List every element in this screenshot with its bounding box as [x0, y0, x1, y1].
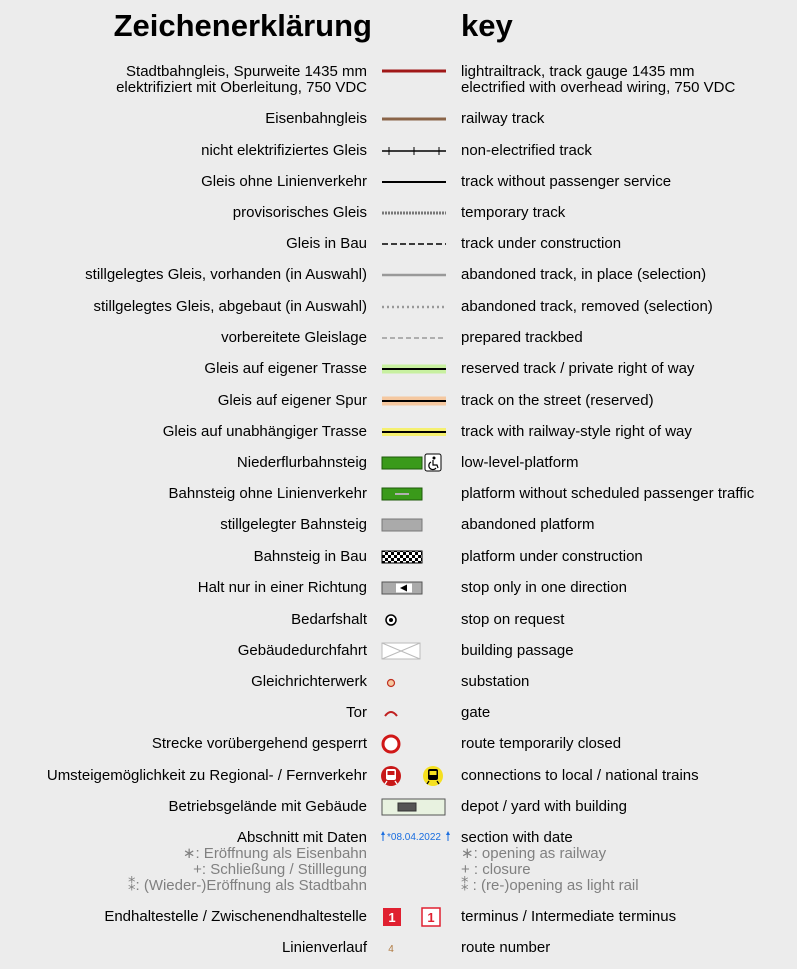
label-en-substation: substation [461, 673, 530, 690]
label-en-platform-no-service: platform without scheduled passenger traffic [461, 485, 755, 502]
lightrail-track-symbol [376, 60, 452, 100]
label-en-prepared: prepared trackbed [461, 329, 583, 346]
label-de-abandoned-platform: stillgelegter Bahnsteig [220, 516, 367, 533]
label-de-route-closed: Strecke vorübergehend gesperrt [151, 735, 367, 752]
label-en-low-platform: low-level-platform [461, 454, 579, 471]
label-en-no-service: track without passenger service [461, 173, 672, 190]
label-en-route: route number [461, 939, 551, 956]
label-de-railway: Eisenbahngleis [265, 110, 367, 127]
arrow-up-icon [381, 831, 385, 841]
label-de-abandoned-removed: stillgelegtes Gleis, abgebaut (in Auswahl) [93, 298, 367, 315]
label-en-railway: railway track [461, 110, 545, 127]
label-en-building-passage: building passage [461, 642, 574, 659]
intermediate-terminus-number: 1 [427, 910, 435, 925]
label-de-street-reserved: Gleis auf eigener Spur [217, 392, 367, 409]
label-en-depot: depot / yard with building [461, 798, 627, 815]
label-en-platform-construction: platform under construction [461, 548, 643, 565]
title-german: Zeichenerklärung [113, 8, 372, 43]
label-de-temporary: provisorisches Gleis [232, 204, 367, 221]
label-de-one-direction: Halt nur in einer Richtung [197, 579, 367, 596]
section-date-symbol [372, 817, 452, 857]
label-en-street-reserved: track on the street (reserved) [461, 392, 654, 409]
label-de-depot: Betriebsgelände mit Gebäude [168, 798, 367, 815]
regional-train-icon [381, 766, 401, 786]
label-en-gate: gate [461, 704, 491, 721]
label-de-platform-construction: Bahnsteig in Bau [253, 548, 367, 565]
label-en-route-closed: route temporarily closed [461, 735, 622, 752]
label-de-abandoned-in-place: stillgelegtes Gleis, vorhanden (in Auswahl) [85, 266, 367, 283]
label-de-construction: Gleis in Bau [286, 235, 367, 252]
arrow-up-icon [446, 831, 450, 841]
label-en-railway-style: track with railway-style right of way [461, 423, 692, 440]
label-en-non-electrified: non-electrified track [461, 142, 592, 159]
route-number-symbol [376, 928, 452, 968]
label-de-gate: Tor [346, 704, 367, 721]
label-de-section: Abschnitt mit Daten ∗: Eröffnung als Eisenbahn +: Schließung / Stilllegung ⁑: (Wieder-)Eröffnung als Stadtbahn [127, 829, 367, 894]
label-de-route: Linienverlauf [281, 939, 367, 956]
label-de-request-stop: Bedarfshalt [291, 611, 367, 628]
label-de-connections: Umsteigemöglichkeit zu Regional- / Fernverkehr [46, 767, 367, 784]
label-de-prepared: vorbereitete Gleislage [221, 329, 367, 346]
section-date-label: *08.04.2022 [387, 832, 441, 843]
route-number: 4 [388, 944, 394, 955]
title-english: key [461, 8, 513, 43]
label-de-substation: Gleichrichterwerk [251, 673, 367, 690]
label-de-non-electrified: nicht elektrifiziertes Gleis [201, 142, 367, 159]
label-de-reserved: Gleis auf eigener Trasse [204, 360, 367, 377]
label-en-reserved: reserved track / private right of way [461, 360, 695, 377]
label-de-terminus: Endhaltestelle / Zwischenendhaltestelle [104, 908, 367, 925]
label-en-construction: track under construction [461, 235, 622, 252]
label-de-building-passage: Gebäudedurchfahrt [237, 642, 367, 659]
label-de-no-service: Gleis ohne Linienverkehr [201, 173, 367, 190]
national-train-icon [423, 766, 443, 786]
label-en-terminus: terminus / Intermediate terminus [461, 908, 677, 925]
label-en-request-stop: stop on request [461, 611, 565, 628]
label-de-railway-style: Gleis auf unabhängiger Trasse [162, 423, 367, 440]
label-de-platform-no-service: Bahnsteig ohne Linienverkehr [168, 485, 367, 502]
label-en-section: section with date ∗: opening as railway + : closure ⁑ : (re-)opening as light rail [461, 829, 639, 894]
terminus-number: 1 [388, 910, 396, 925]
label-en-temporary: temporary track [461, 204, 566, 221]
label-de-low-platform: Niederflurbahnsteig [236, 454, 367, 471]
label-en-abandoned-in-place: abandoned track, in place (selection) [461, 266, 707, 283]
label-en-lightrail: lightrailtrack, track gauge 1435 mm electrified with overhead wiring, 750 VDC [461, 63, 736, 96]
label-en-abandoned-platform: abandoned platform [461, 516, 595, 533]
label-en-connections: connections to local / national trains [461, 767, 699, 784]
label-en-one-direction: stop only in one direction [461, 579, 627, 596]
wheelchair-icon [425, 454, 441, 471]
label-de-lightrail: Stadtbahngleis, Spurweite 1435 mm elektrifiziert mit Oberleitung, 750 VDC [116, 63, 367, 96]
label-en-abandoned-removed: abandoned track, removed (selection) [461, 298, 713, 315]
